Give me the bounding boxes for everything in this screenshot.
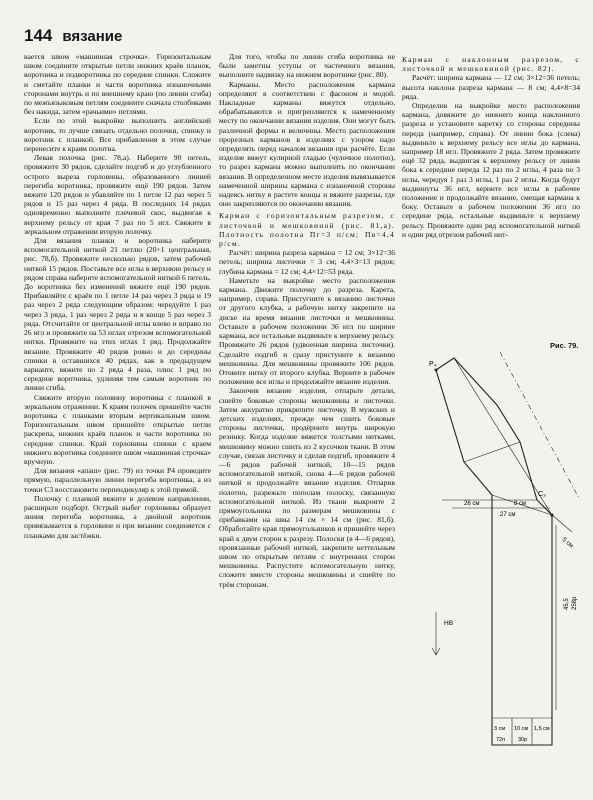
dim-label: 45,5 xyxy=(564,598,570,610)
paragraph: Для вязания планки и воротника наберите вспомогательной ниткой 21 петлю (20+1 центральная, рис. 78,б). Провяжите несколько рядов, затем рабочей ниткой 15 рядов. Поставьте все иглы в верхнюю рельсу и рядом справа наберите вспомогательной ниткой 6 петель. До воротника без изменений вяжите ещё 190 рядов. Прибавляйте с краёв по 1 петле 14 раз через 3 ряда и 19 раз через 2 ряда следующим образом: чередуйте 1 раз через 3 ряда, 1 раз через 2 ряда и в конце 5 раз через 3 ряда. Отсчитайте от центральной иглы влево и вправо по 26 игл и провяжите на 53 иглах отрезом вспомогательной нитки. Провяжите на этих иглах 1 ряд. Продолжайте вязание. Провяжите 40 рядов ровно и до середины спинки в оставшихся 40 рядах, как в предыдущем варианте, вяжите по 2 ряда 4 раза, плюс 1 ряд по середине воротника, удлиняя тем самым воротник по линии сгиба. xyxy=(24,236,211,393)
paragraph: Для того, чтобы по линии сгиба воротника не были заметны уступы от частичного вязания, выполните надвязку на нижнем воротнике (рис. 80). xyxy=(219,52,395,80)
paragraph: Полочку с планкой вяжите в долевом направлении, расширьте подборт. Острый выбег горловины образует линия перегиба воротника, а двойной воротник привязывается к горловине и при вязании соединяется с планками для застёжки. xyxy=(24,493,211,540)
subheading: Карман с горизонтальным разрезом, с листочкой и мешковиной (рис. 81,а). Плотность полотна Пг=3 п/см; Пв=4,4 р/см. xyxy=(219,211,395,249)
point-label-p4: P₄ xyxy=(429,361,437,368)
dim-label: 258р xyxy=(572,596,578,610)
paragraph: Определив на выкройке место расположения кармана, довяжите до нижнего конца наклонного разреза и установите каретку со стороны середины переда (например, справа). От линии бока (слева) выдвиньте к верхнему рельсу все иглы до кармана, например 18 игл. Провяжите 2 ряда. Затем провяжите ещё 32 ряда, выдвигая к верхнему рельсу от линии бока к середине переда 12 раз по 2 иглы, 4 раза по 3 иглы, чередуя 1 раз 3 иглы, 1 раз 2 иглы. Когда будут выдвинуты 36 игл, верните все иглы в рабочее положение и продолжайте вязание, смещая кармана к боку. Оставьте в рабочем положении 36 игл по середине ряда, остальные выдвиньте к верхнему рельсу. Провяжите один ряд вспомогательной ниткой и один ряд отрезом рабочей нит- xyxy=(402,101,580,239)
dim-label: 27 см xyxy=(500,512,516,518)
point-marker xyxy=(551,514,554,517)
dim-label: 10 см xyxy=(514,726,529,732)
paragraph: Расчёт: ширина кармана — 12 см; 3×12=36 петель; высота наклона разреза кармана — 8 см; 4,4×8=34 ряда. xyxy=(402,73,580,101)
paragraph: Левая полочка (рис. 78,а). Наберите 90 петель, провяжите 30 рядов, сделайте подгиб и до углубленного острого выреза горловины, образованного линией перегиба воротника, провяжите ещё 190 рядов. Затем вяжите 120 рядов и убавляйте по 1 петле 12 раз через 5 рядов и 15 раз через 4 ряда. В последних 14 рядах одновременно выполните плечевой скос, выдвигая к верхнему рельсу от края 7 раз по 5 игл. Свяжите в зеркальном отражении вторую полочку. xyxy=(24,153,211,236)
paragraph: Карманы. Место расположения кармана определяют в соответствии с фасоном и модой. Накладные карманы вяжутся отдельно, обрабатываются и пригрепляются к намеченному месту по окончании вязания изделия. Они могут быть различной формы и величины. Место расположения прорезных карманов в изделиях с узором надо определять перед началом вязания при расчёте. Если изделие вяжут кулирной гладью (чулочное полотно), то разрез кармана можно выполнить по окончании вязания. В определенном месте изделия вывязывается намеченной ширины кармана с изнаночной стороны надеясь нитку в растете концы и вяжите разрезы, где они закрепляются по окончании вязания. xyxy=(219,79,395,209)
point-label-c3: C₃ xyxy=(538,491,546,498)
arrow-down xyxy=(432,612,440,655)
page-header xyxy=(24,26,122,46)
center-line xyxy=(500,352,580,500)
paragraph: Расчёт: ширина разреза кармана = 12 см; 3×12=36 петель; ширина листочки = 3 см; 4,4×3=13 рядов; глубина кармана = 12 см; 4,4×12=53 ряда. xyxy=(219,248,395,276)
paragraph: Свяжите вторую половину воротника с планкой в зеркальном отражении. К краям полочек пришейте части воротника с планками вторым вертикальным швом. Горизонтальным швом пришейте открытые петли раскрепа, нижних краёв планок и части воротника по середине спинки. Край горловины спинки с краем нижнего воротника соедините швом «машинная строчка» вручную. xyxy=(24,392,211,466)
dim-line-angle xyxy=(552,515,572,532)
dim-label: 5 см xyxy=(560,536,574,550)
point-marker xyxy=(435,369,438,372)
dim-label: 3 см xyxy=(494,726,506,732)
dim-label: 30р xyxy=(518,737,528,743)
figure-caption: Рис. 79. xyxy=(550,341,579,350)
collar-pattern-diagram xyxy=(402,350,592,760)
dim-label: 26 см xyxy=(464,501,480,507)
text-column-1 xyxy=(24,52,211,540)
paragraph: Наметьте на выкройке место расположения кармана. Движите полочку до разреза. Карета, например, справа. Пристугните к вязанию листочки от другого клубка, а рабочую нитку закрепите на диске на время вязания листочки и мешковины. Оставьте в рабочем положении 36 игл по ширине кармана, все остальные выдвиньте к верхнему рельсу. Провяжите 26 рядов (удвоенная ширина листочки). Сделайте подгиб и сразу пристуните к вязанию мешковины. Для мешковины провяжите 106 рядов. Отовите нитку от второго клубка. Верните в рабочее положение все иглы и продолжайте вязание изделия. xyxy=(219,275,395,387)
paragraph: вается швом «машинная строчка». Горизонтальным швом соедините открытые петли нижних краёв планок, воротника и подворотника по середине спинки. Сложите и сметайте планки и части воротника изнаночными сторонами внутрь и по внешнему краю (по линии сгиба) по межъязыковым петлям соедините сначала столбиками без накида, затем «рачьими» петлями. xyxy=(24,52,211,117)
paragraph: Если по этой выкройке выполнить английский воротник, то лучше связать отдельно полочки, спинку и воротник с планкой. Все прибавления в этом случае перенесите к краям полотна. xyxy=(24,116,211,154)
collar-guide xyxy=(464,442,520,462)
text-column-3 xyxy=(402,52,580,239)
text-column-2 xyxy=(219,52,395,589)
dim-label: 72п xyxy=(496,737,506,743)
subheading: Карман с наклонным разрезом, с листочкой и мешковиной (рис. 82). xyxy=(402,55,580,74)
paragraph: Для вязания «апаш» (рис. 79) из точки P4 проведите прямую, параллельную линии перегиба воротника, а из точки C3 восстановите перпендикуляр к этой прямой. xyxy=(24,466,211,494)
label-hb: НВ xyxy=(444,620,454,627)
page-number: 144 xyxy=(24,26,53,45)
section-title: вязание xyxy=(62,28,123,45)
dim-label: 1,5 см xyxy=(534,726,550,732)
paragraph: Закончив вязание изделия, отпарьте детали, сшейте боковые стороны мешковины и листочки. Затем аккуратно прикрепите листочку. В мужских и детских изделиях, прежде чем сшить боковые стороны листочки, продёрните внутрь широкую резинку. Когда изделие вяжется толстыми нитками, мешковину можно сшить из 2 кусочков ткани. В этом случае, связав листочку и сделав подгиб, провяжите 4—6 рядов рабочей ниткой, 10—15 рядов вспомогательной ниткой, снова 4—6 рядов рабочей ниткой и продолжайте вязание изделия. Отпарив полотно, разрежьте пополам полоску, связанную вспомогательной ниткой. Из ткани выкроите 2 прямоугольника по размерам мешковины с прибавками на швы 14 см × 14 см (рис. 81,б). Обработайте края прямоугольников и пришейте через край к двум сторон к разрезу. Полоски (в 4—6 рядов), провязанные рабочей ниткой, закрепите кеттельным швом по открытым петлям с внутренних сторон мешковины. Распустите вспомогательную нитку, сложите вместе стороны мешковины и сшейте по трём сторонам. xyxy=(219,386,395,589)
dim-label: 8 см xyxy=(514,501,527,507)
